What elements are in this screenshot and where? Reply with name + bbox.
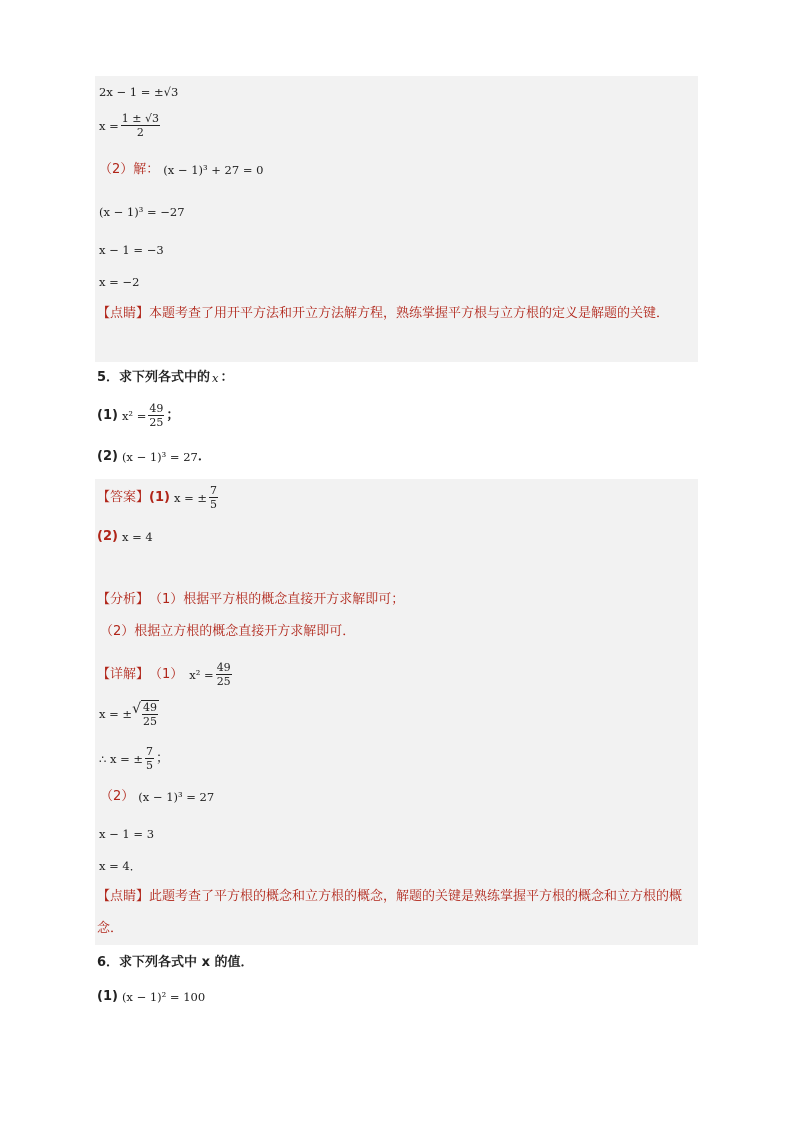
equation-lhs: x² = <box>121 408 147 423</box>
punctuation: ． <box>197 449 211 464</box>
comment-tag: 【点睛】 <box>97 889 150 904</box>
answer-tag: 【答案】 <box>97 489 150 505</box>
equation-line <box>99 84 178 100</box>
square-root <box>132 700 159 728</box>
equation: x − 1 = 3 <box>99 827 155 841</box>
analysis-tag: 【分析】 <box>97 592 150 607</box>
fraction-denominator: 5 <box>146 759 154 772</box>
equation-lhs: ∴ x = ± <box>99 751 144 766</box>
equation: x = 4 <box>121 530 153 544</box>
fraction-denominator: 2 <box>136 126 144 139</box>
analysis-line <box>100 624 355 640</box>
punctuation: ： <box>220 370 234 385</box>
part-2-solution <box>99 162 263 178</box>
equation-line <box>99 826 154 842</box>
comment-block <box>97 298 695 330</box>
fraction-numerator: 49 <box>216 661 231 674</box>
equation: (x − 1)³ = 27 <box>138 790 215 804</box>
equation-line <box>99 112 162 139</box>
punctuation: ； <box>156 750 170 766</box>
fraction <box>142 701 158 728</box>
fraction-numerator: 49 <box>143 701 157 714</box>
fraction <box>216 661 232 688</box>
equation: (x − 1)³ = −27 <box>99 205 185 219</box>
part-label: (2) <box>97 529 118 544</box>
fraction-denominator: 25 <box>143 715 157 728</box>
solution-block-2 <box>95 479 698 945</box>
equation-line <box>99 858 141 874</box>
detail-line <box>97 661 234 688</box>
question-title <box>97 370 234 386</box>
fraction <box>148 402 164 429</box>
comment-block <box>97 881 695 945</box>
equation-line <box>99 700 159 728</box>
equation: x − 1 = −3 <box>99 243 164 257</box>
fraction-denominator: 25 <box>149 416 164 429</box>
comment-text: 此题考查了平方根的概念和立方根的概念，解题的关键是熟练掌握平方根的概念和立方根的概念． <box>97 889 683 936</box>
equation: x = −2 <box>99 275 140 289</box>
part-label: （2） <box>100 789 135 804</box>
comment-tag: 【点睛】 <box>97 306 150 321</box>
part-label: （1） <box>149 666 184 682</box>
question-title <box>97 955 253 971</box>
fraction-numerator: 7 <box>146 745 154 758</box>
equation-line <box>99 274 139 290</box>
question-part <box>97 402 179 429</box>
equation-lhs: x² = <box>189 667 214 682</box>
analysis-line <box>97 592 404 608</box>
equation-line <box>99 242 164 258</box>
fraction <box>145 745 154 772</box>
equation: x = 4． <box>99 859 142 873</box>
fraction-numerator: 49 <box>149 402 164 415</box>
fraction <box>209 484 218 511</box>
equation-line <box>99 204 185 220</box>
part-label: (1) <box>97 989 118 1004</box>
comment-text: 本题考查了用开平方法和开立方法解方程，熟练掌握平方根与立方根的定义是解题的关键． <box>149 306 670 321</box>
part-label: （2）解： <box>99 162 160 177</box>
equation-lhs: x = <box>99 118 119 133</box>
question-part <box>97 449 211 465</box>
equation: (x − 1)² = 100 <box>121 990 206 1004</box>
equation-lhs: x = ± <box>99 707 133 721</box>
equation: (x − 1)³ = 27 <box>121 450 198 464</box>
equation-line <box>99 745 169 772</box>
fraction-denominator: 25 <box>216 675 231 688</box>
part-label: (1) <box>97 407 118 423</box>
question-text: 5．求下列各式中的 <box>97 370 211 385</box>
question-part <box>97 989 205 1005</box>
radical-sign-icon: √ <box>132 701 141 717</box>
fraction-numerator: 7 <box>210 484 218 497</box>
detail-tag: 【详解】 <box>97 666 150 682</box>
part-label: (1) <box>149 489 170 505</box>
equation-lhs: x = ± <box>173 490 208 505</box>
question-text: 6．求下列各式中 x 的值． <box>97 955 254 970</box>
punctuation: ； <box>166 407 180 423</box>
equation: 2x − 1 = ±√3 <box>99 85 179 99</box>
analysis-text: （2）根据立方根的概念直接开方求解即可． <box>100 624 356 639</box>
fraction-numerator: 1 ± √3 <box>121 112 159 125</box>
radicand <box>141 700 159 728</box>
analysis-text: （1）根据平方根的概念直接开方求解即可； <box>149 592 405 607</box>
part-label: (2) <box>97 449 118 464</box>
equation: (x − 1)³ + 27 = 0 <box>163 163 264 177</box>
fraction <box>121 112 160 139</box>
fraction-denominator: 5 <box>210 498 218 511</box>
answer-line <box>97 529 153 545</box>
answer-line <box>97 484 220 511</box>
detail-line <box>100 789 214 805</box>
variable: x <box>212 371 219 385</box>
